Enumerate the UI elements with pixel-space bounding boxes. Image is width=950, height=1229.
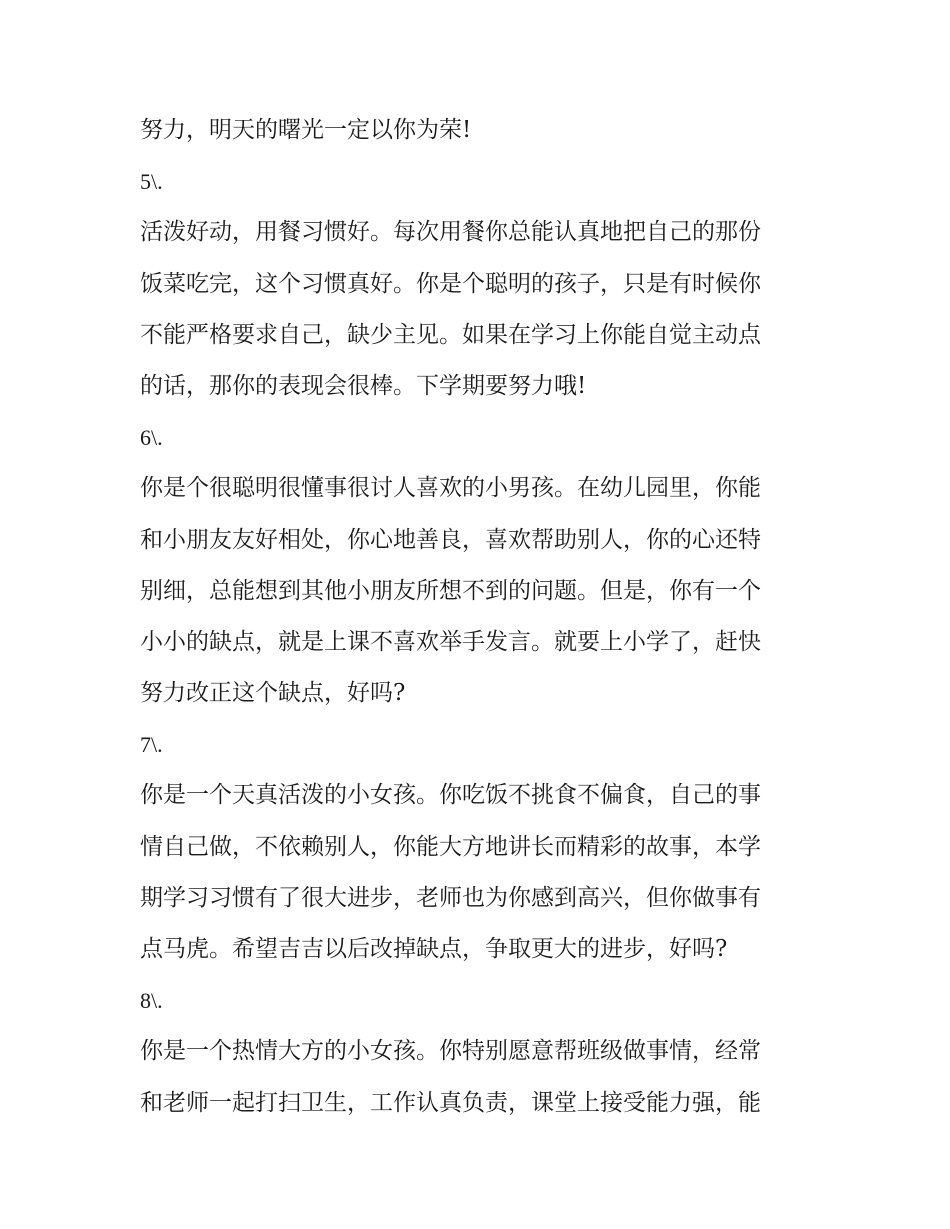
text-line: 饭菜吃完，这个习惯真好。你是个聪明的孩子，只是有时候你 xyxy=(140,270,761,297)
text-line: 你是一个热情大方的小女孩。你特别愿意帮班级做事情，经常 xyxy=(140,1038,761,1065)
text-line: 点马虎。希望吉吉以后改掉缺点，争取更大的进步，好吗? xyxy=(140,936,728,962)
text-line: 和老师一起打扫卫生，工作认真负责，课堂上接受能力强，能 xyxy=(140,1089,761,1116)
text-line: 别细，总能想到其他小朋友所想不到的问题。但是，你有一个 xyxy=(140,577,761,604)
text-line: 你是个很聪明很懂事很讨人喜欢的小男孩。在幼儿园里，你能 xyxy=(140,475,761,502)
item-number: 6\. xyxy=(140,425,163,451)
item-number: 7\. xyxy=(140,732,163,758)
text-line: 你是一个天真活泼的小女孩。你吃饭不挑食不偏食，自己的事 xyxy=(140,782,761,809)
text-line: 和小朋友友好相处，你心地善良，喜欢帮助别人，你的心还特 xyxy=(140,526,761,553)
text-line: 小小的缺点，就是上课不喜欢举手发言。就要上小学了，赶快 xyxy=(140,628,761,655)
item-number: 8\. xyxy=(140,988,163,1014)
text-line: 期学习习惯有了很大进步，老师也为你感到高兴，但你做事有 xyxy=(140,884,761,911)
text-line: 的话，那你的表现会很棒。下学期要努力哦! xyxy=(140,372,587,399)
text-line: 不能严格要求自己，缺少主见。如果在学习上你能自觉主动点 xyxy=(140,321,761,348)
text-line: 努力改正这个缺点，好吗? xyxy=(140,680,406,707)
text-line: 情自己做，不依赖别人，你能大方地讲长而精彩的故事，本学 xyxy=(140,833,761,860)
item-number: 5\. xyxy=(140,169,163,195)
document-body xyxy=(140,105,820,1129)
text-line: 努力，明天的曙光一定以你为荣! xyxy=(140,117,472,143)
text-line: 活泼好动，用餐习惯好。每次用餐你总能认真地把自己的那份 xyxy=(140,219,761,246)
